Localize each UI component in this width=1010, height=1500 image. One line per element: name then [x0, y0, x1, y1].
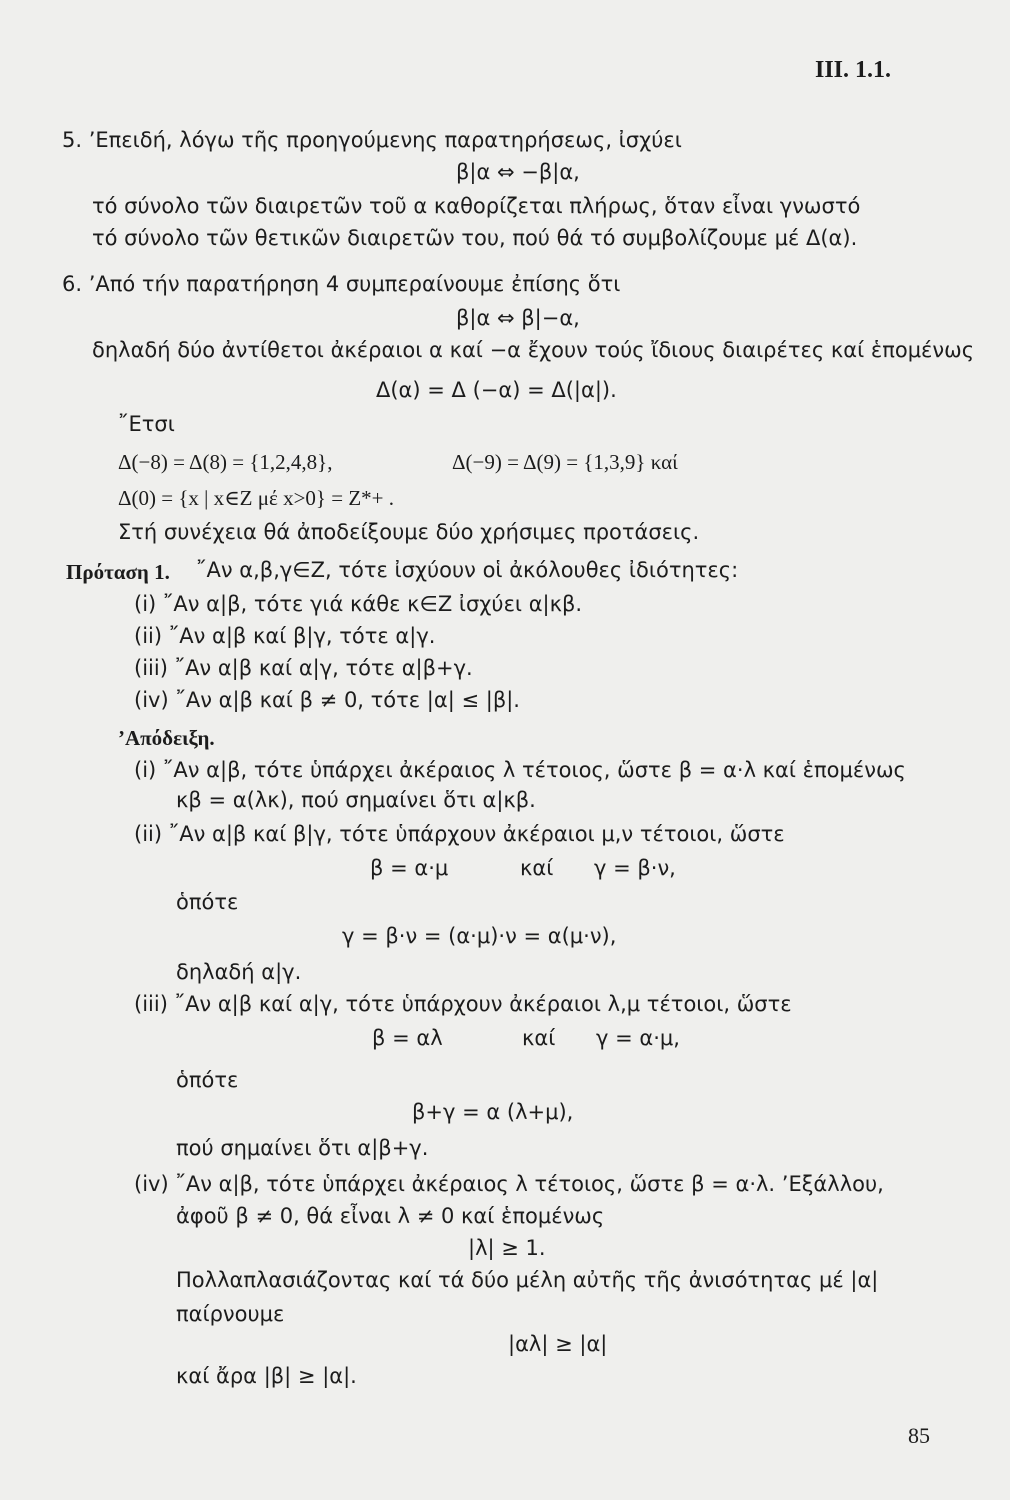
text-line: τό σύνολο τῶν θετικῶν διαιρετῶν του, πού θά τό συμβολίζουμε μέ Δ(α). [92, 226, 858, 250]
example-delta-9: Δ(−9) = Δ(9) = {1,3,9} καί [452, 450, 678, 474]
example-delta-0: Δ(0) = {x | x∈Z μέ x>0} = Z*+ . [118, 486, 395, 510]
proposition-statement: ῎Αν α,β,γ∈Z, τότε ἰσχύουν οἱ ἀκόλουθες ἰδιότητες: [196, 558, 739, 582]
equation-gamma: γ = β·ν, [594, 856, 676, 880]
equation-beta: β = αλ [372, 1026, 443, 1050]
proof-title: ’Απόδειξη. [118, 726, 215, 750]
equation-beta: β = α·μ [370, 856, 449, 880]
page-number: 85 [908, 1423, 930, 1448]
equation-delta: Δ(α) = Δ (−α) = Δ(|α|). [376, 378, 617, 402]
text-line: ὁπότε [176, 890, 239, 914]
proposition-title: Πρόταση 1. [66, 560, 170, 584]
property-iii: (iii) ῎Αν α|β καί α|γ, τότε α|β+γ. [134, 656, 473, 680]
equation-divisor-sign: β|α ⇔ −β|α, [456, 160, 580, 184]
property-ii: (ii) ῎Αν α|β καί β|γ, τότε α|γ. [134, 624, 436, 648]
text-line: κβ = α(λκ), πού σημαίνει ὅτι α|κβ. [176, 788, 536, 812]
text-line: Πολλαπλασιάζοντας καί τά δύο μέλη αὐτῆς τῆς ἀνισότητας μέ |α| [176, 1268, 879, 1292]
proof-ii: (ii) ῎Αν α|β καί β|γ, τότε ὑπάρχουν ἀκέραιοι μ,ν τέτοιοι, ὥστε [134, 822, 785, 846]
equation-and: καί [520, 856, 554, 880]
equation-alpha-lambda: |αλ| ≥ |α| [508, 1332, 608, 1356]
text-line: πού σημαίνει ὅτι α|β+γ. [176, 1136, 429, 1160]
property-i: (i) ῎Αν α|β, τότε γιά κάθε κ∈Z ἰσχύει α|κβ. [134, 592, 583, 616]
text-line: δηλαδή δύο ἀντίθετοι ἀκέραιοι α καί −α ἔχουν τούς ἴδιους διαιρέτες καί ἑπομένως [92, 338, 975, 362]
proof-iii: (iii) ῎Αν α|β καί α|γ, τότε ὑπάρχουν ἀκέραιοι λ,μ τέτοιοι, ὥστε [134, 992, 792, 1016]
text-line: δηλαδή α|γ. [176, 960, 302, 984]
equation-gamma: γ = α·μ, [596, 1026, 680, 1050]
item-6-intro: 6. ’Από τήν παρατήρηση 4 συμπεραίνουμε ἐπίσης ὅτι [62, 272, 621, 296]
text-line: παίρνουμε [176, 1302, 285, 1326]
property-iv: (iv) ῎Αν α|β καί β ≠ 0, τότε |α| ≤ |β|. [134, 688, 520, 712]
item-5-intro: 5. ’Επειδή, λόγω τῆς προηγούμενης παρατηρήσεως, ἰσχύει [62, 128, 682, 152]
equation-lambda: |λ| ≥ 1. [468, 1236, 546, 1260]
equation-gamma-chain: γ = β·ν = (α·μ)·ν = α(μ·ν), [342, 924, 617, 948]
text-line: ῎Ετσι [118, 412, 175, 436]
example-delta-8: Δ(−8) = Δ(8) = {1,2,4,8}, [118, 450, 333, 474]
equation-and: καί [522, 1026, 556, 1050]
text-line: τό σύνολο τῶν διαιρετῶν τοῦ α καθορίζεται πλήρως, ὅταν εἶναι γνωστό [92, 194, 861, 218]
text-line: Στή συνέχεια θά ἀποδείξουμε δύο χρήσιμες προτάσεις. [118, 520, 700, 544]
proof-i: (i) ῎Αν α|β, τότε ὑπάρχει ἀκέραιος λ τέτοιος, ὥστε β = α·λ καί ἑπομένως [134, 758, 906, 782]
text-line: ὁπότε [176, 1068, 239, 1092]
proof-iv: (iv) ῎Αν α|β, τότε ὑπάρχει ἀκέραιος λ τέτοιος, ὥστε β = α·λ. ’Εξάλλου, [134, 1172, 884, 1196]
text-line: καί ἄρα |β| ≥ |α|. [176, 1364, 357, 1388]
equation-divisor-negation: β|α ⇔ β|−α, [456, 306, 580, 330]
text-line: ἀφοῦ β ≠ 0, θά εἶναι λ ≠ 0 καί ἑπομένως [176, 1204, 605, 1228]
equation-sum: β+γ = α (λ+μ), [412, 1100, 574, 1124]
running-header: III. 1.1. [815, 57, 892, 83]
